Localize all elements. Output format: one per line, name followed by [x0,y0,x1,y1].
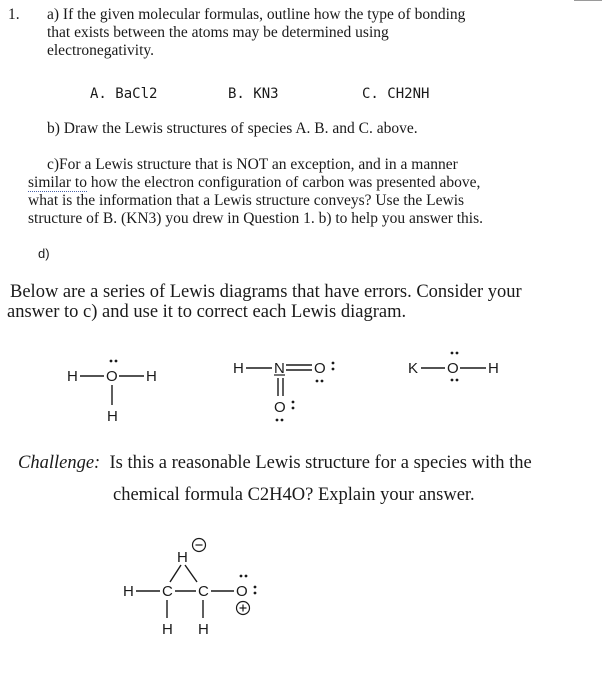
atom-n: N [274,360,285,377]
challenge-line-1 [18,452,532,474]
species-a: A. BaCl2 [90,86,158,102]
atom-h-bottom: H [107,408,118,425]
challenge-question: Is this a reasonable Lewis structure for a species with the [109,453,532,473]
lone-pair-dot [115,360,118,363]
atom-o: O [447,360,459,377]
species-c: C. CH2NH [362,86,430,102]
atom-h: H [488,360,499,377]
atom-h-bottom-1: H [162,621,173,638]
lone-pair-dot [276,419,279,422]
lone-pair-dot [245,575,248,578]
similar-to-underline: similar to [28,174,87,191]
atom-h-right: H [146,368,157,385]
lone-pair-dot [292,401,295,404]
lone-pair-dot [254,592,257,595]
part-a-line-1: a) If the given molecular formulas, outline how the type of bonding [47,6,466,23]
lone-pair-dot [321,380,324,383]
lone-pair-dot [316,380,319,383]
atom-h-top: H [177,549,188,566]
diagram-hno [233,360,334,421]
bond [185,565,197,582]
lone-pair-dot [110,360,113,363]
part-c-line-3: what is the information that a Lewis structure conveys? Use the Lewis [28,192,465,209]
atom-c2: C [198,583,209,600]
lone-pair-dot [254,586,257,589]
lone-pair-dot [451,379,454,382]
lone-pair-dot [451,352,454,355]
atom-o: O [106,368,118,385]
challenge-structure [123,539,256,639]
errors-intro-line-1: Below are a series of Lewis diagrams that have errors. Consider your [10,282,522,302]
errors-intro-line-2: answer to c) and use it to correct each Lewis diagram. [7,302,407,322]
species-b: B. KN3 [228,86,279,102]
lone-pair-dot [292,407,295,410]
question-number: 1. [8,6,20,23]
diagram-water [67,360,157,425]
lone-pair-dot [281,419,284,422]
lone-pair-dot [456,352,459,355]
lone-pair-dot [332,362,335,365]
atom-k: K [408,360,419,377]
part-a-line-3: electronegativity. [47,42,155,59]
part-c-line-1: c)For a Lewis structure that is NOT an exception, and in a manner [47,156,458,173]
atom-h-left: H [67,368,78,385]
lone-pair-dot [456,379,459,382]
part-a-line-2: that exists between the atoms may be determined using [47,24,389,41]
lone-pair-dot [240,575,243,578]
atom-o: O [236,583,248,600]
atom-h-bottom-2: H [198,621,209,638]
diagram-koh [408,352,499,382]
part-b: b) Draw the Lewis structures of species A. B. and C. above. [47,120,418,137]
atom-h: H [233,360,244,377]
challenge-line-2: chemical formula C2H4O? Explain your answer. [113,485,475,505]
lone-pair-dot [332,368,335,371]
bond [170,565,181,582]
part-c-line-4: structure of B. (KN3) you drew in Question 1. b) to help you answer this. [28,210,484,227]
part-d: d) [38,246,50,261]
challenge-label: Challenge: [18,453,101,473]
atom-o-right: O [314,360,326,377]
part-c-line-2-rest: how the electron configuration of carbon was presented above, [86,174,481,191]
atom-h-left: H [123,583,134,600]
atom-c1: C [162,583,173,600]
atom-o-bottom: O [274,399,286,416]
